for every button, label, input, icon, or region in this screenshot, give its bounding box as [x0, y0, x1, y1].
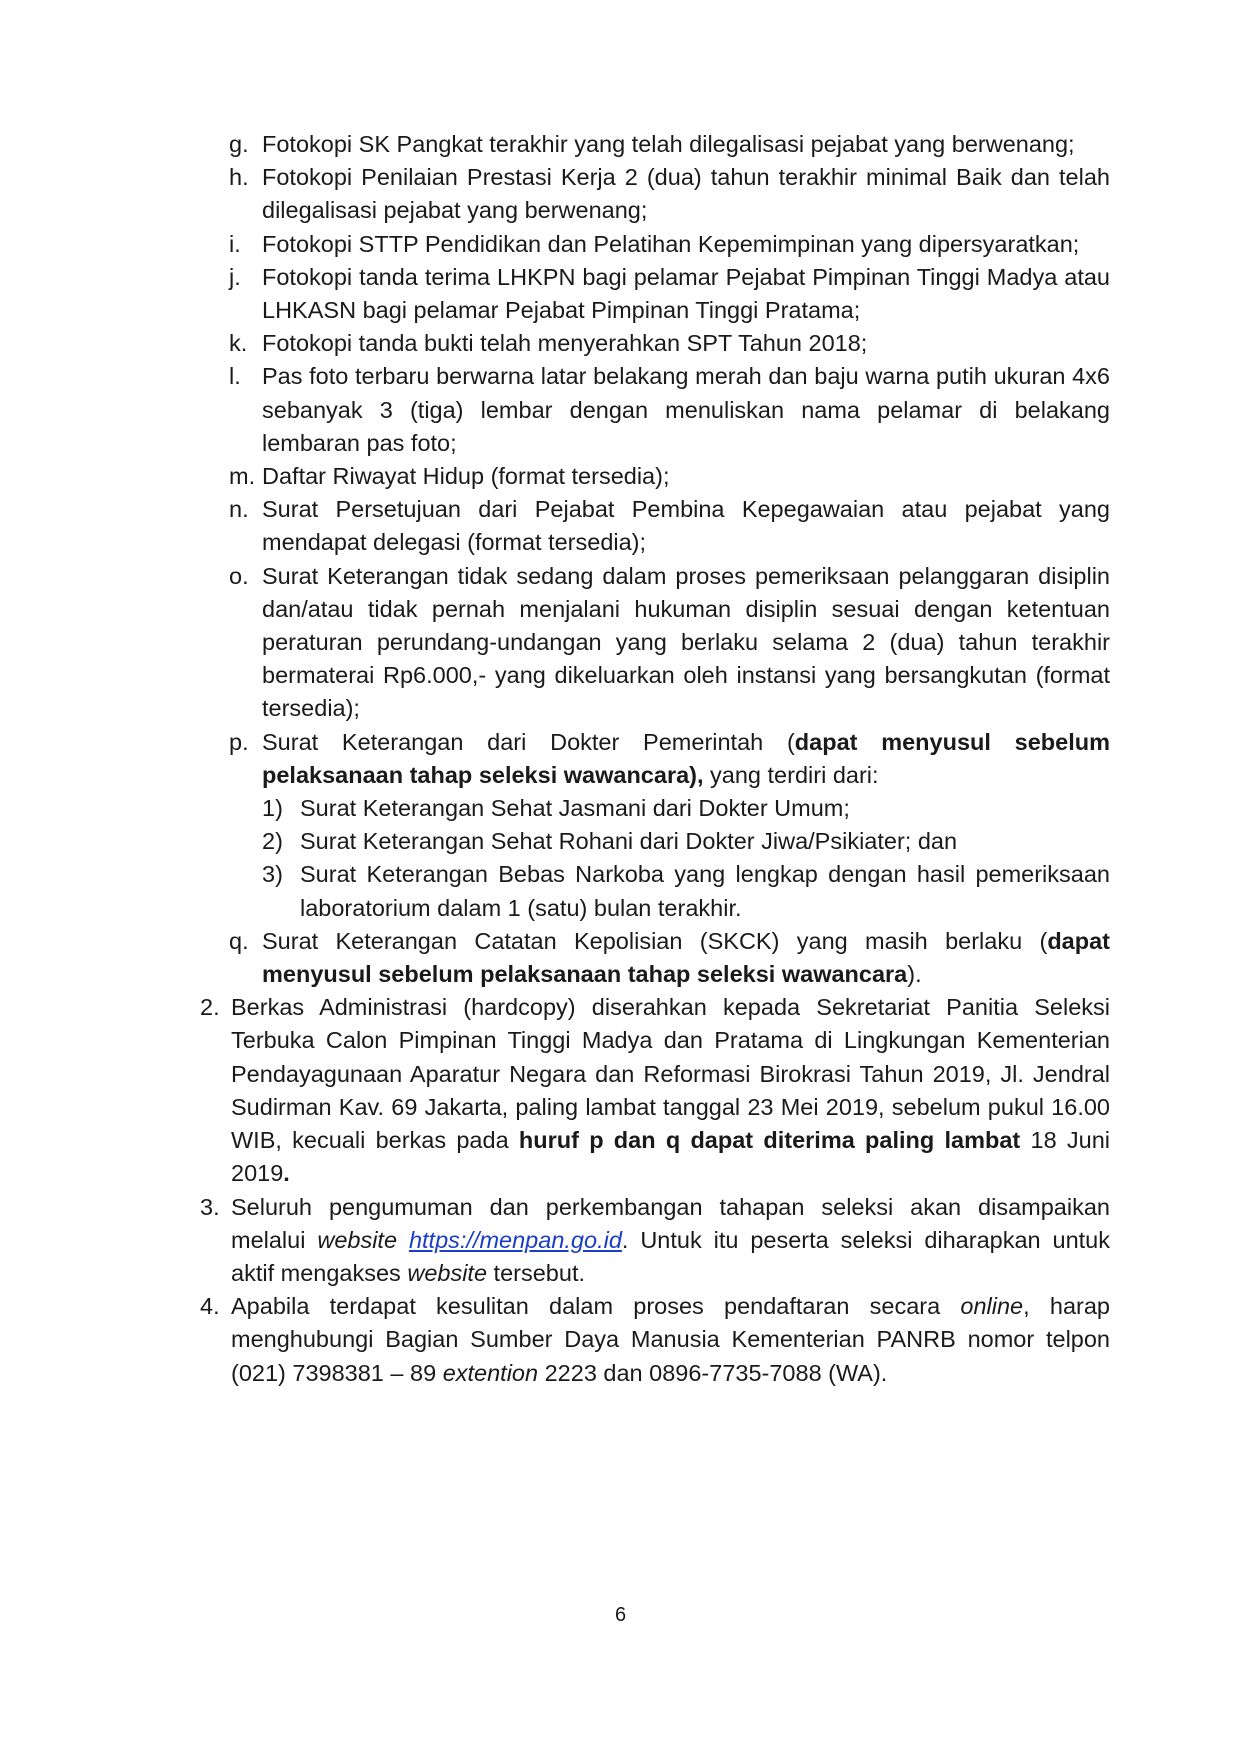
list-item-text: 18 Juni 2019 — [231, 1127, 1111, 1187]
sub-list-item-1 — [0, 792, 1110, 825]
list-item-italic: online — [960, 1293, 1024, 1320]
list-item-text: tersebut. — [487, 1259, 586, 1286]
list-item-text: . Untuk itu peserta seleksi diharapkan untuk aktif mengakses — [231, 1226, 1110, 1286]
list-marker: k. — [229, 330, 248, 357]
website-link[interactable]: https://menpan.go.id — [408, 1226, 622, 1253]
list-item-text: Fotokopi tanda bukti telah menyerahkan SPT Tahun 2018; — [262, 330, 868, 357]
list-item-text: Surat Keterangan dari Dokter Pemerintah ( — [262, 728, 795, 755]
numbered-item-3 — [0, 1191, 1110, 1291]
list-item-emphasis: dapat menyusul sebelum pelaksanaan tahap seleksi wawancara), — [262, 728, 1110, 788]
list-marker: p. — [229, 728, 249, 755]
list-item-o — [0, 560, 1110, 726]
list-marker: l. — [229, 363, 241, 390]
list-item-text: Fotokopi STTP Pendidikan dan Pelatihan Kepemimpinan yang dipersyaratkan; — [262, 230, 1080, 257]
document-body — [0, 128, 1241, 1390]
list-item-g — [0, 128, 1110, 161]
list-marker: 4. — [200, 1293, 220, 1320]
list-item-text — [397, 1227, 409, 1253]
list-item-l — [0, 360, 1110, 460]
list-item-n — [0, 493, 1110, 559]
list-marker: g. — [229, 131, 249, 157]
list-marker: i. — [229, 230, 241, 257]
list-item-text: Surat Keterangan tidak sedang dalam proses pemeriksaan pelanggaran disiplin dan/atau tidak pernah menjalani hukuman disiplin sesuai dengan ketentuan peraturan perundang-undangan yang berlaku selama 2 (dua) tahun terakhir bermaterai Rp6.000,- yang dikeluarkan oleh instansi yang bersangkutan (format tersedia); — [262, 562, 1110, 722]
list-item-text: , harap menghubungi Bagian Sumber Daya Manusia Kementerian PANRB nomor telpon (021) 7398381 – 89 — [231, 1293, 1110, 1386]
list-marker: 2. — [200, 994, 220, 1021]
list-marker: n. — [229, 496, 249, 523]
list-item-text: Surat Keterangan Sehat Rohani dari Dokter Jiwa/Psikiater; dan — [300, 828, 958, 855]
list-marker: h. — [229, 164, 249, 191]
list-item-emphasis: . — [283, 1160, 290, 1187]
list-item-text: Daftar Riwayat Hidup (format tersedia); — [262, 463, 670, 490]
page-number: 6 — [614, 1604, 627, 1626]
list-marker: 3. — [200, 1193, 220, 1220]
list-item-italic: website — [407, 1259, 488, 1286]
list-marker: m. — [229, 463, 256, 490]
list-item-k — [0, 327, 1110, 360]
list-item-italic: website — [317, 1226, 398, 1253]
sub-list-item-3 — [0, 858, 1110, 924]
list-item-p — [0, 726, 1110, 792]
list-item-h — [0, 161, 1110, 227]
list-item-text: Fotokopi SK Pangkat terakhir yang telah dilegalisasi pejabat yang berwenang; — [262, 131, 1075, 157]
list-item-text: yang terdiri dari: — [703, 761, 879, 788]
list-marker: 1) — [262, 795, 283, 822]
list-item-text: Fotokopi Penilaian Prestasi Kerja 2 (dua) tahun terakhir minimal Baik dan telah dilegalisasi pejabat yang berwenang; — [262, 164, 1110, 224]
list-item-text: Fotokopi tanda terima LHKPN bagi pelamar Pejabat Pimpinan Tinggi Madya atau LHKASN bagi pelamar Pejabat Pimpinan Tinggi Pratama; — [262, 263, 1110, 324]
list-item-text: Apabila terdapat kesulitan dalam proses pendaftaran secara — [231, 1293, 961, 1320]
list-item-text: Seluruh pengumuman dan perkembangan tahapan seleksi akan disampaikan melalui — [231, 1193, 1110, 1253]
list-item-emphasis: huruf p dan q dapat diterima paling lambat — [518, 1127, 1021, 1154]
list-marker: o. — [229, 562, 249, 589]
list-item-italic: extention — [442, 1359, 539, 1386]
list-item-text: Pas foto terbaru berwarna latar belakang merah dan baju warna putih ukuran 4x6 sebanyak 3 (tiga) lembar dengan menuliskan nama pelamar di belakang lembaran pas foto; — [262, 363, 1110, 456]
list-marker: 2) — [262, 828, 283, 855]
sub-list-item-2 — [0, 825, 1110, 858]
list-item-text: Surat Keterangan Sehat Jasmani dari Dokter Umum; — [300, 795, 850, 822]
list-item-text: Berkas Administrasi (hardcopy) diserahkan kepada Sekretariat Panitia Seleksi Terbuka Calon Pimpinan Tinggi Madya dan Pratama di Lingkungan Kementerian Pendayagunaan Aparatur Negara dan Reformasi Birokrasi Tahun 2019, Jl. Jendral Sudirman Kav. 69 Jakarta, paling lambat tanggal 23 Mei 2019, sebelum pukul 16.00 WIB, kecuali berkas pada — [231, 994, 1110, 1154]
list-item-m — [0, 460, 1110, 493]
list-item-text: ). — [907, 961, 922, 988]
list-item-j — [0, 261, 1110, 327]
list-item-text: Surat Keterangan Bebas Narkoba yang lengkap dengan hasil pemeriksaan laboratorium dalam 1 (satu) bulan terakhir. — [300, 861, 1110, 921]
list-item-text: Surat Keterangan Catatan Kepolisian (SKCK) yang masih berlaku ( — [262, 927, 1048, 954]
list-marker: 3) — [262, 861, 283, 888]
list-item-text: Surat Persetujuan dari Pejabat Pembina Kepegawaian atau pejabat yang mendapat delegasi (format tersedia); — [262, 496, 1110, 556]
list-item-i — [0, 228, 1110, 261]
numbered-item-2 — [0, 991, 1110, 1190]
list-item-emphasis: dapat menyusul sebelum pelaksanaan tahap seleksi wawancara — [262, 927, 1110, 988]
list-item-text: 2223 dan 0896-7735-7088 (WA). — [538, 1359, 888, 1386]
list-marker: q. — [229, 927, 249, 954]
list-marker: j. — [229, 263, 241, 290]
list-item-q — [0, 925, 1110, 991]
numbered-item-4 — [0, 1290, 1110, 1390]
